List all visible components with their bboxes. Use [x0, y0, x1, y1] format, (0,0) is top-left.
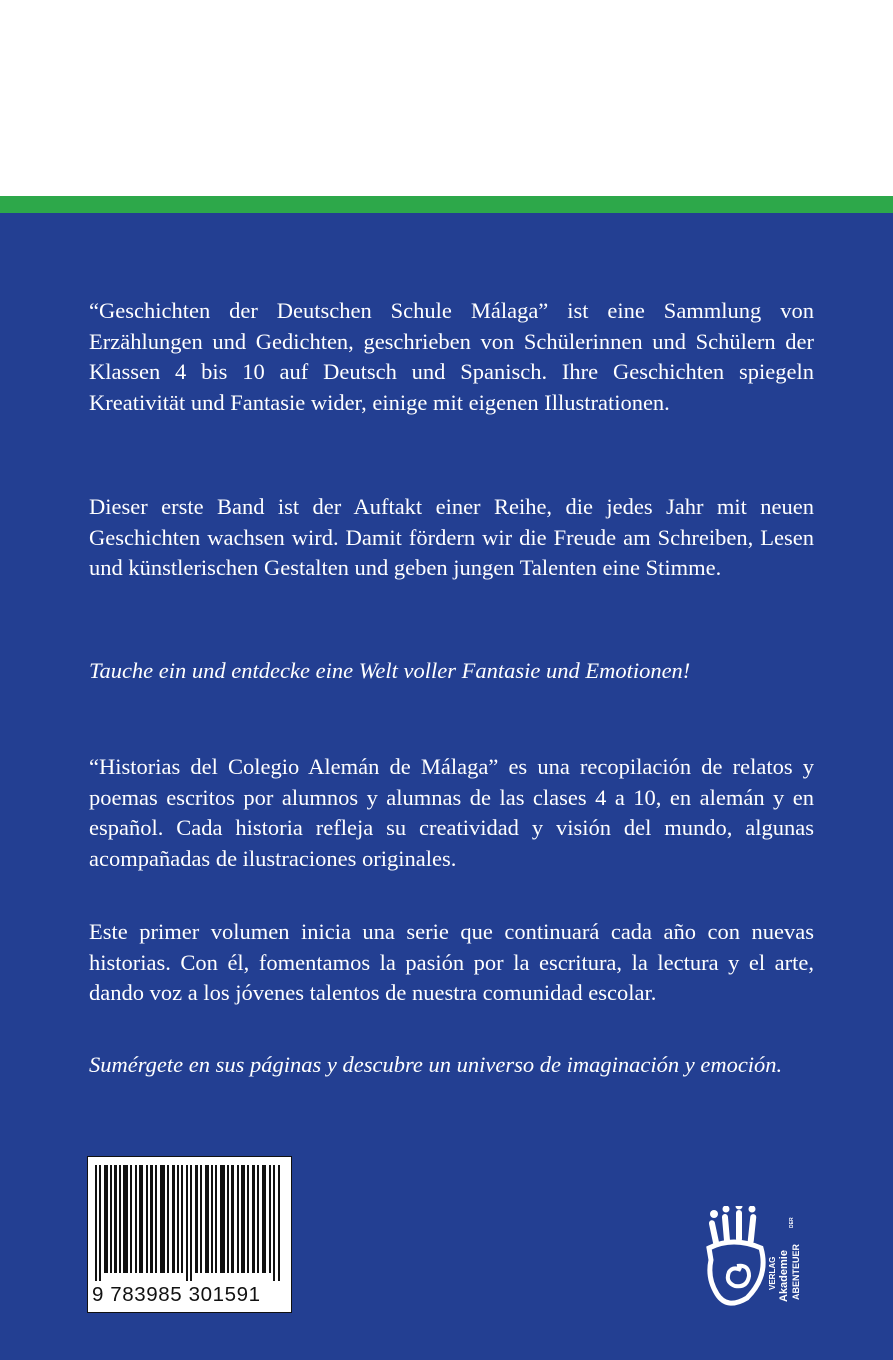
german-paragraph-1: “Geschichten der Deutschen Schule Málaga” ist eine Sammlung von Erzählungen und Gedichten, geschrieben von Schülerinnen und Schülern der Klassen 4 bis 10 auf Deutsch und Spanisch. Ihre Geschichten spiegeln Kreativität und Fantasie wider, einige mit eigenen Illustrationen. [89, 298, 814, 415]
top-white-area [0, 0, 893, 196]
logo-der-text: DER [789, 1217, 795, 1228]
isbn-barcode [87, 1156, 292, 1313]
german-paragraph-2: Dieser erste Band ist der Auftakt einer Reihe, die jedes Jahr mit neuen Geschichten wachsen wird. Damit fördern wir die Freude am Schreiben, Lesen und künstlerischen Gestalten und geben jungen Talenten eine Stimme. [89, 494, 814, 580]
barcode-bars [95, 1165, 284, 1281]
hand-spiral-icon [708, 1206, 763, 1303]
logo-abenteuer-text: ABENTEUER [791, 1243, 801, 1300]
green-stripe [0, 196, 893, 213]
spanish-paragraph-1: “Historias del Colegio Alemán de Málaga” es una recopilación de relatos y poemas escritos por alumnos y alumnas de las clases 4 a 10, en alemán y en español. Cada historia refleja su creatividad y visión del mundo, algunas acompañadas de ilustraciones originales. [89, 754, 814, 871]
spanish-paragraph-2: Este primer volumen inicia una serie que continuará cada año con nuevas historias. Con él, fomentamos la pasión por la escritura, la lectura y el arte, dando voz a los jóvenes talentos de nuestra comunidad escolar. [89, 919, 814, 1005]
isbn-number: 9 783985 301591 [92, 1283, 261, 1306]
logo-akademie-text: Akademie [778, 1250, 790, 1302]
german-tagline: Tauche ein und entdecke eine Welt voller Fantasie und Emotionen! [89, 658, 691, 683]
publisher-logo [703, 1206, 813, 1316]
spanish-tagline: Sumérgete en sus páginas y descubre un universo de imaginación y emoción. [89, 1052, 783, 1077]
logo-verlag-text: VERLAG [768, 1256, 777, 1290]
